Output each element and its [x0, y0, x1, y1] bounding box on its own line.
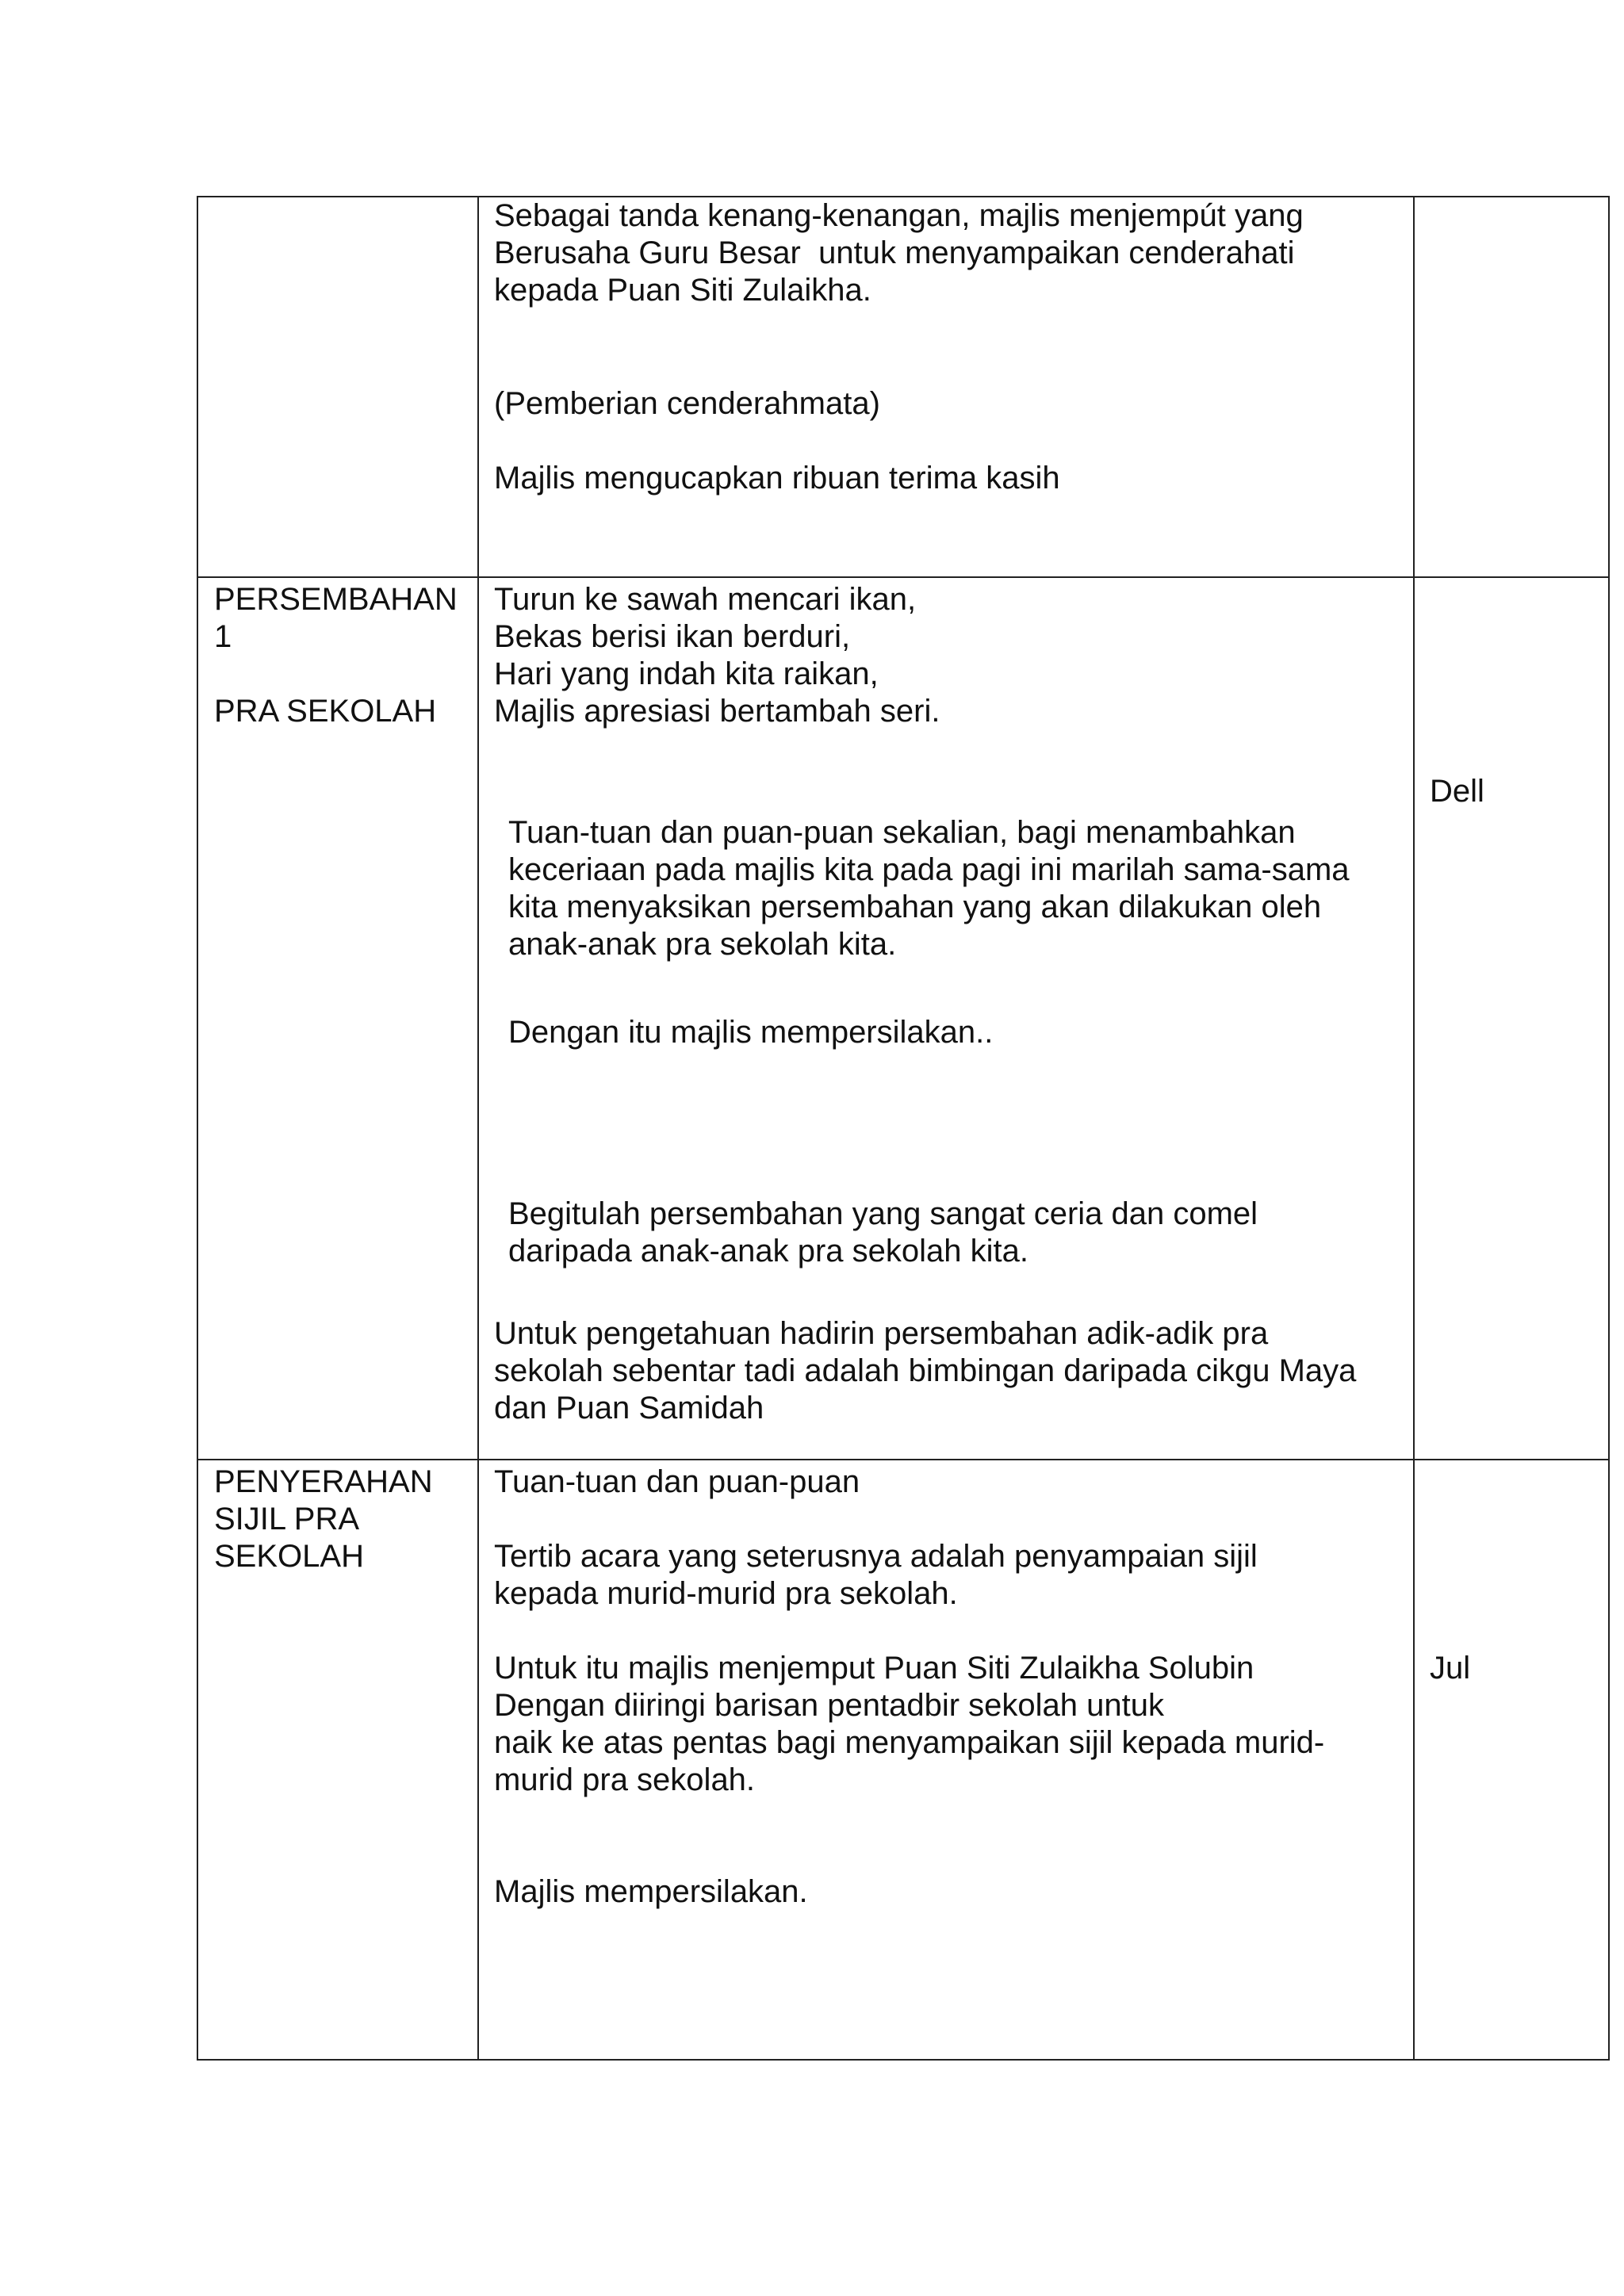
assignee-name: Dell [1430, 774, 1484, 809]
text-line: Turun ke sawah mencari ikan, [494, 582, 917, 617]
text-line: Majlis apresiasi bertambah seri. [494, 694, 940, 729]
text-line: Tuan-tuan dan puan-puan [494, 1464, 860, 1499]
table-row [198, 197, 1608, 576]
text-line: kita menyaksikan persembahan yang akan dilakukan oleh [508, 890, 1322, 924]
text-line: (Pemberian cenderahmata) [494, 386, 880, 421]
content-cell [494, 581, 1357, 1425]
text-line: Majlis mempersilakan. [494, 1874, 808, 1909]
label-line: PENYERAHAN [214, 1464, 433, 1499]
text-line: Tuan-tuan dan puan-puan sekalian, bagi menambahkan [508, 815, 1296, 850]
text-line: Dengan itu majlis mempersilakan.. [508, 1015, 994, 1050]
text-line: kepada Puan Siti Zulaikha. [494, 273, 871, 308]
assignee-name: Jul [1430, 1651, 1471, 1686]
text-line: Majlis mengucapkan ribuan terima kasih [494, 461, 1060, 496]
text-line: anak-anak pra sekolah kita. [508, 927, 897, 962]
text-line: Begitulah persembahan yang sangat ceria dan comel [508, 1196, 1258, 1231]
label-line: SIJIL PRA [214, 1502, 360, 1536]
text-line: Untuk pengetahuan hadirin persembahan adik-adik pra [494, 1316, 1269, 1351]
text-line: murid pra sekolah. [494, 1762, 756, 1797]
text-line: Tertib acara yang seterusnya adalah penyampaian sijil [494, 1539, 1258, 1574]
text-line: kepada murid-murid pra sekolah. [494, 1576, 958, 1611]
label-line: SEKOLAH [214, 1539, 364, 1574]
label-line: 1 [214, 619, 232, 654]
label-line: PERSEMBAHAN [214, 582, 458, 617]
label-cell [214, 581, 458, 767]
table-row [198, 1459, 1608, 2062]
program-table [197, 196, 1610, 2061]
text-line: Berusaha Guru Besar untuk menyampaikan cenderahati [494, 235, 1295, 270]
text-line: daripada anak-anak pra sekolah kita. [508, 1234, 1028, 1269]
label-line: PRA SEKOLAH [214, 694, 437, 729]
text-line: Untuk itu majlis menjemput Puan Siti Zulaikha Solubin [494, 1651, 1254, 1686]
text-line: Dengan diiringi barisan pentadbir sekolah untuk [494, 1688, 1164, 1723]
text-line: sekolah sebentar tadi adalah bimbingan daripada cikgu Maya [494, 1353, 1357, 1388]
text-line: keceriaan pada majlis kita pada pagi ini marilah sama-sama [508, 852, 1350, 887]
text-line: Hari yang indah kita raikan, [494, 656, 879, 691]
name-cell [1430, 773, 1500, 885]
text-line: Sebagai tanda kenang-kenangan, majlis menjempút yang [494, 198, 1304, 233]
text-line: dan Puan Samidah [494, 1391, 764, 1425]
content-cell [494, 197, 1304, 496]
name-cell [1430, 1650, 1500, 1762]
text-line: Bekas berisi ikan berduri, [494, 619, 851, 654]
table-row [198, 576, 1608, 1459]
label-cell [214, 1464, 433, 1650]
text-line: naik ke atas pentas bagi menyampaikan sijil kepada murid- [494, 1725, 1325, 1760]
content-cell [494, 1464, 1325, 1909]
